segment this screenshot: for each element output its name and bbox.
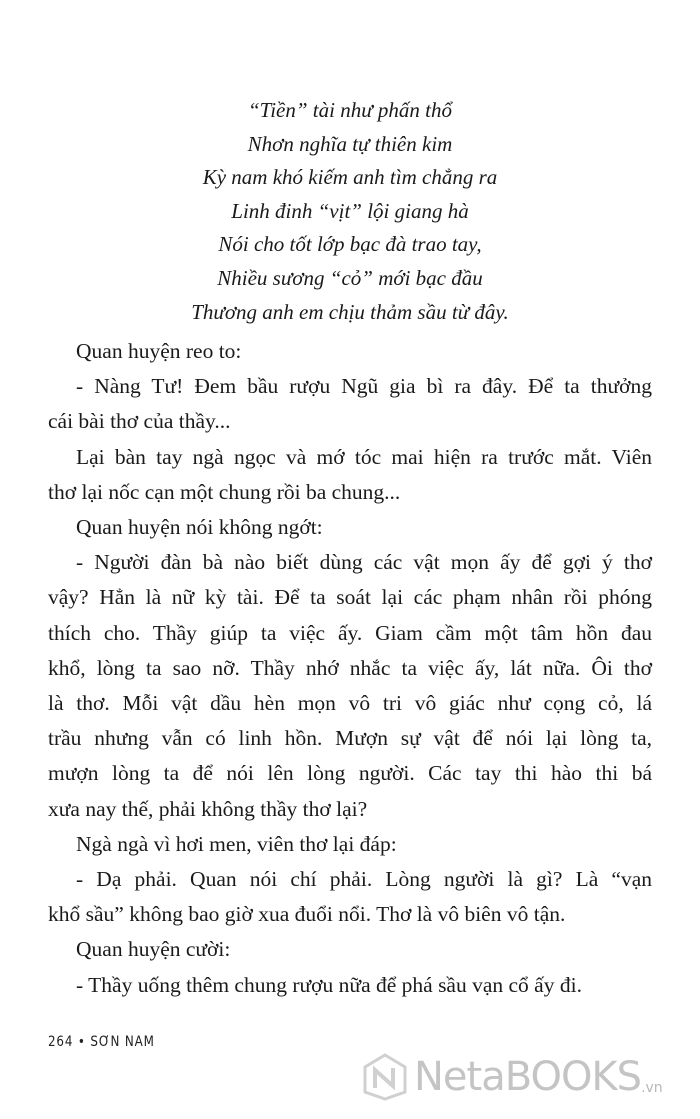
poem-line: Kỳ nam khó kiếm anh tìm chẳng ra [202, 165, 498, 190]
text-line: - Nàng Tư! Đem bầu rượu Ngũ gia bì ra đây. Để ta thưởng [76, 374, 652, 399]
text-line: vậy? Hẳn là nữ kỳ tài. Để ta soát lại các phạm nhân rồi phóng [48, 585, 652, 610]
poem-line: Thương anh em chịu thảm sầu từ đây. [191, 299, 509, 324]
body-text [48, 334, 652, 1003]
paragraph [48, 968, 652, 1003]
poem-line: Nói cho tốt lớp bạc đà trao tay, [218, 232, 482, 257]
poem [0, 94, 700, 329]
paragraph [48, 932, 652, 967]
poem-line: “Tiền” tài như phấn thổ [248, 98, 452, 122]
poem-line: Nhơn nghĩa tự thiên kim [247, 131, 453, 156]
text-line: - Dạ phải. Quan nói chí phải. Lòng người là gì? Là “vạn [76, 867, 652, 892]
page-number: 264 [48, 1034, 74, 1050]
text-line: thơ lại nốc cạn một chung rồi ba chung... [48, 479, 401, 504]
paragraph [48, 440, 652, 510]
paragraph [48, 510, 652, 545]
text-line: Ngà ngà vì hơi men, viên thơ lại đáp: [76, 831, 397, 856]
text-line: Lại bàn tay ngà ngọc và mớ tóc mai hiện ra trước mắt. Viên [76, 444, 652, 469]
page-footer [48, 1034, 155, 1050]
paragraph [48, 545, 652, 827]
text-line: - Thầy uống thêm chung rượu nữa để phá sầu vạn cổ ấy đi. [76, 972, 582, 997]
text-line: Quan huyện cười: [76, 937, 231, 962]
text-line: thích cho. Thầy giúp ta việc ấy. Giam cầm một tâm hồn đau [48, 620, 652, 645]
text-line: khổ, lòng ta sao nỡ. Thầy nhớ nhắc ta việc ấy, lát nữa. Ôi thơ [48, 655, 652, 680]
paragraph [48, 827, 652, 862]
text-line: khổ sầu” không bao giờ xua đuổi nổi. Thơ là vô biên vô tận. [48, 902, 566, 927]
footer-separator: • [77, 1034, 86, 1050]
paragraph [48, 334, 652, 369]
text-line: trầu nhưng vẫn có linh hồn. Mượn sự vật để nói lại lòng ta, [48, 726, 652, 751]
author-name: SƠN NAM [90, 1034, 155, 1050]
text-line: Quan huyện reo to: [76, 339, 242, 363]
paragraph [48, 369, 652, 439]
poem-line: Linh đinh “vịt” lội giang hà [231, 198, 469, 223]
paragraph [48, 862, 652, 932]
text-line: Quan huyện nói không ngớt: [76, 515, 323, 540]
text-line: - Người đàn bà nào biết dùng các vật mọn ấy để gợi ý thơ [76, 550, 652, 575]
watermark [362, 1052, 663, 1102]
text-line: mượn lòng ta để nói lên lòng người. Các tay thi hào thi bá [48, 761, 652, 786]
watermark-brand: NetaBOOKS [414, 1054, 642, 1100]
poem-line: Nhiều sương “cỏ” mới bạc đầu [217, 265, 483, 290]
watermark-suffix: .vn [641, 1080, 663, 1096]
netabooks-logo-icon [362, 1052, 408, 1102]
text-line: cái bài thơ của thầy... [48, 409, 231, 434]
text-line: xưa nay thế, phải không thầy thơ lại? [48, 796, 368, 821]
text-line: là thơ. Mỗi vật dầu hèn mọn vô tri vô giác như cọng cỏ, lá [48, 691, 652, 716]
